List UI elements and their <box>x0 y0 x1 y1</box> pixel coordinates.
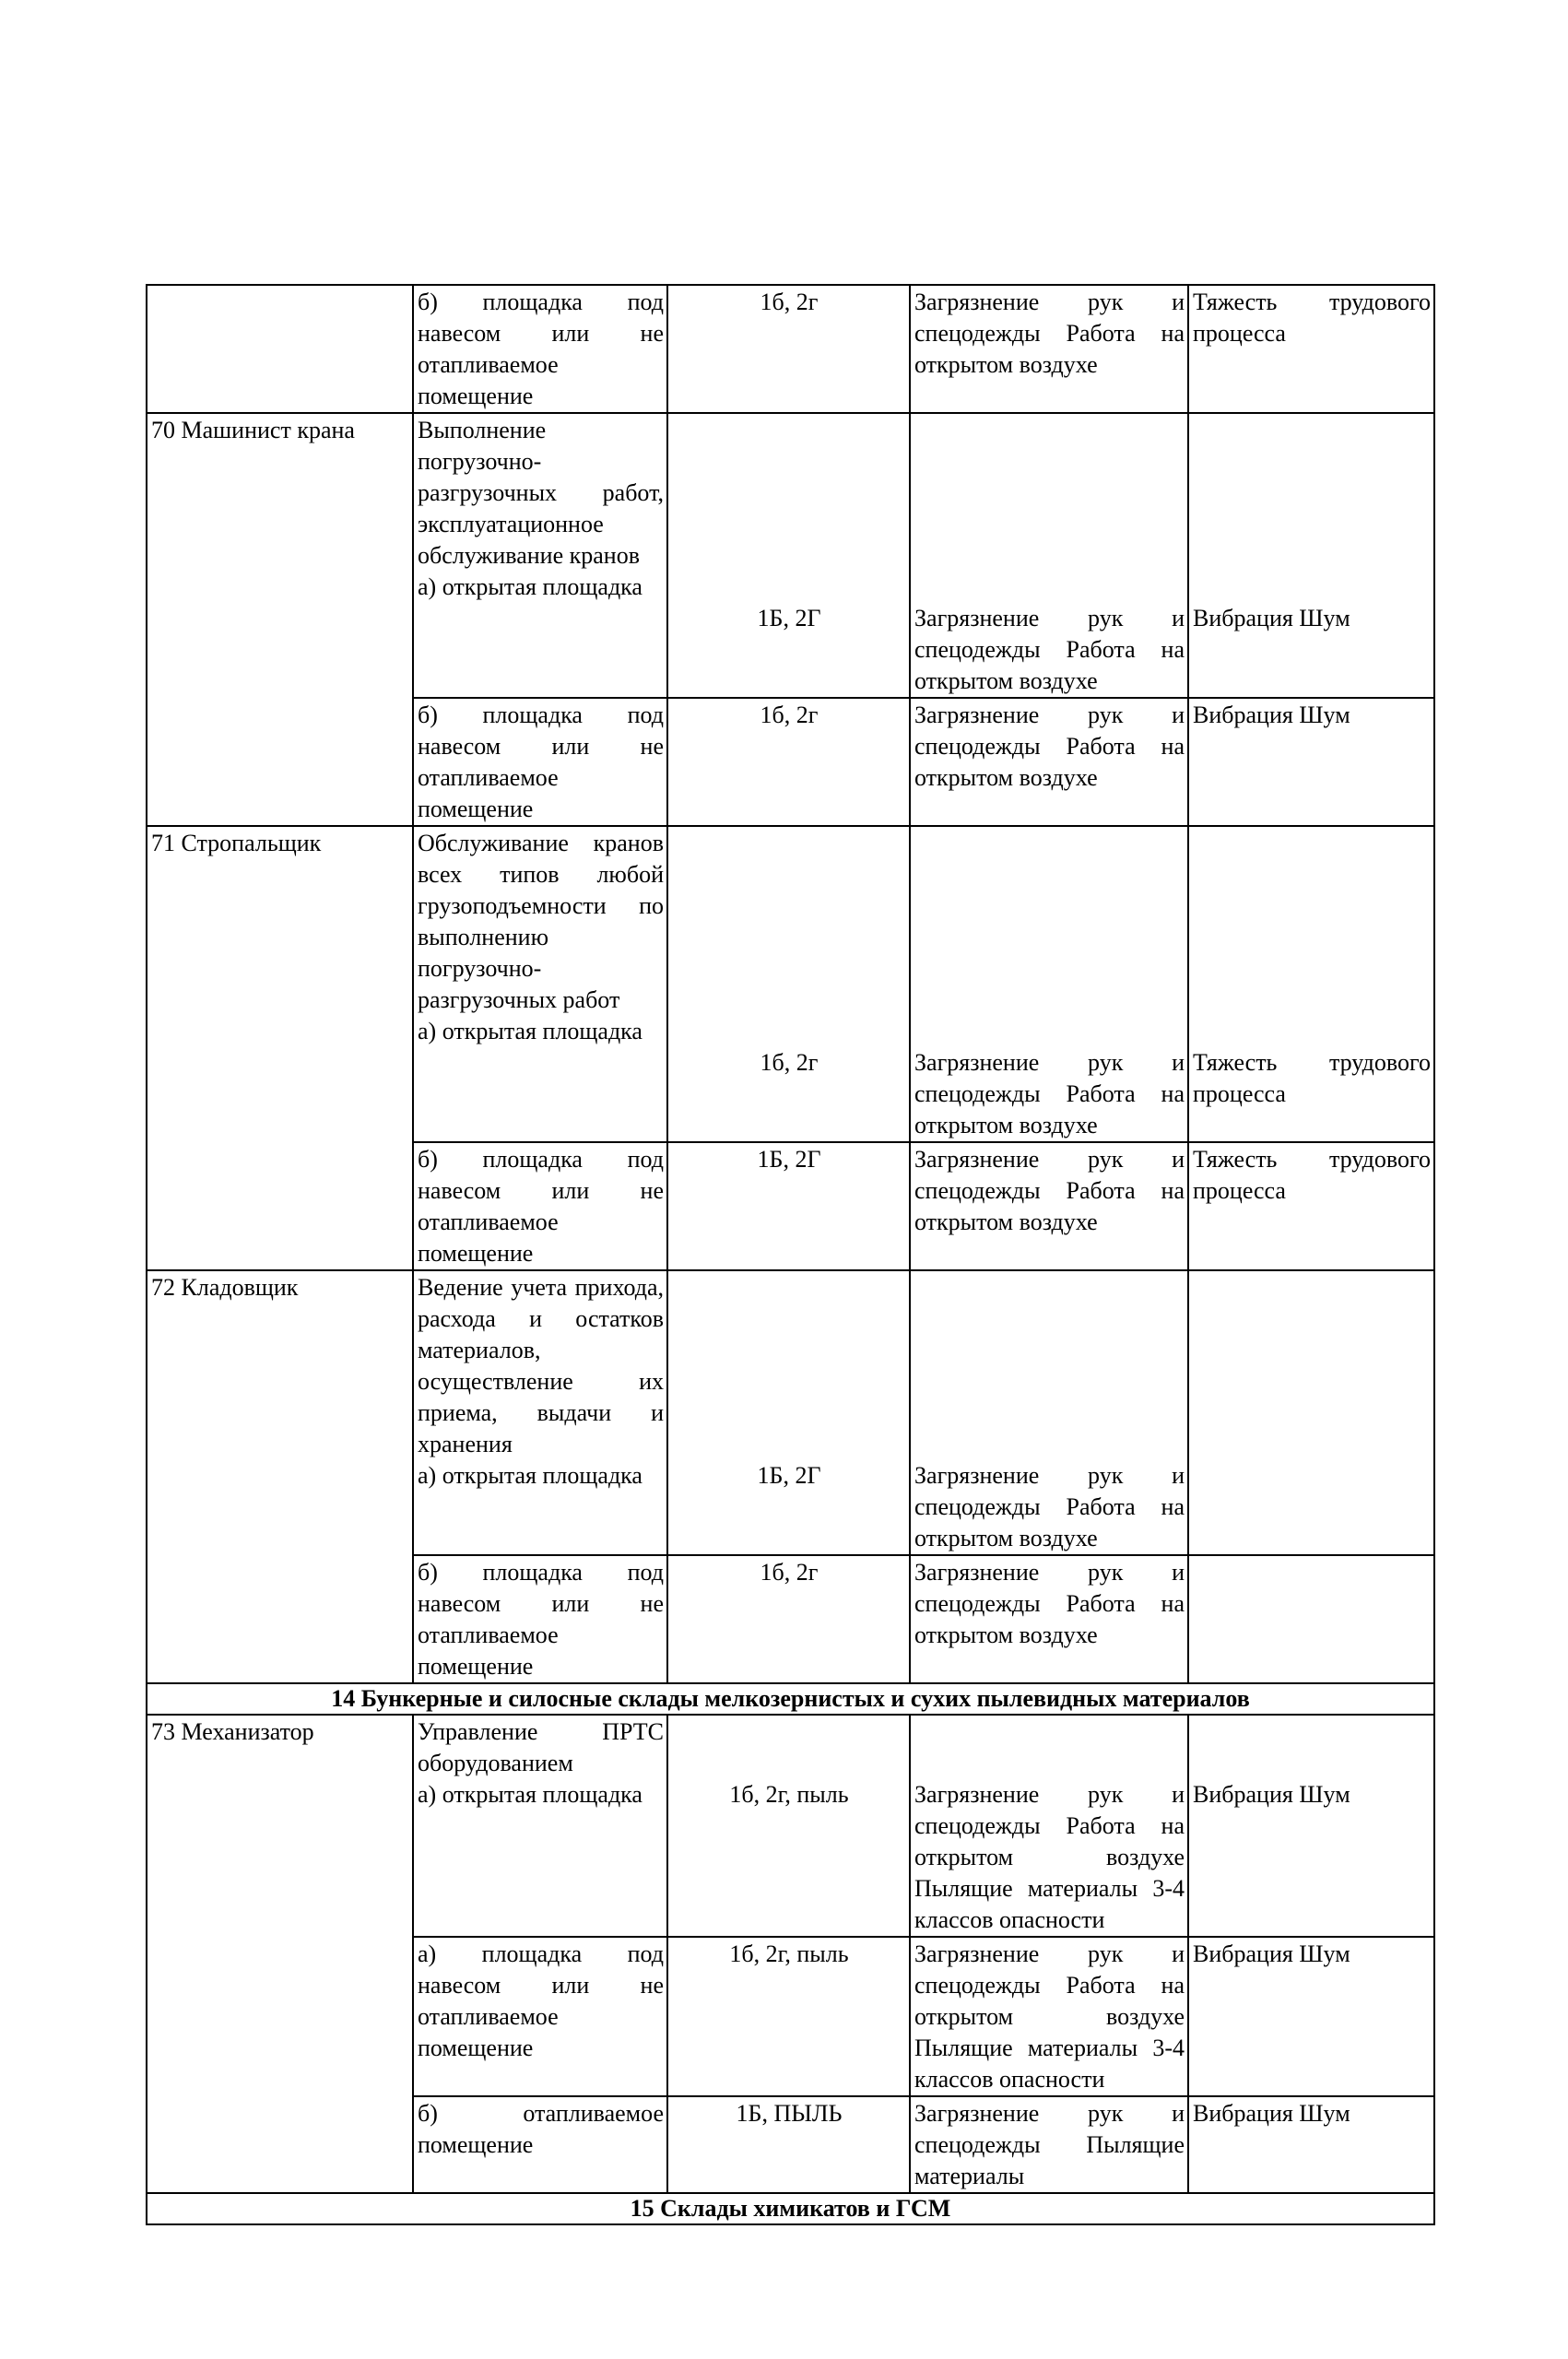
factors-cell: Тяжесть трудового процесса <box>1188 1142 1434 1270</box>
factors-cell: Вибрация Шум <box>1188 1937 1434 2096</box>
factors-cell: Тяжесть трудового процесса <box>1188 285 1434 413</box>
work-cell <box>413 826 667 1142</box>
hazard-classes-value: 1б, 2г <box>760 1049 819 1076</box>
work-cell: б) площадка под навесом или не отапливаемое помещение <box>413 698 667 826</box>
factors-cell: Вибрация Шум <box>1188 2096 1434 2193</box>
factors-cell <box>1188 1555 1434 1683</box>
table-row <box>147 285 1434 413</box>
work-option: а) открытая площадка <box>418 573 643 600</box>
work-intro: Выполнение погрузочно-разгрузочных работ, эксплуатационное обслуживание кранов <box>418 417 664 569</box>
profession-cell: 71 Стропальщик <box>147 826 413 1270</box>
hazard-classes-cell <box>667 413 910 698</box>
factors-value: Вибрация Шум <box>1193 605 1350 631</box>
work-cell: б) площадка под навесом или не отапливаемое помещение <box>413 1142 667 1270</box>
conditions-cell: Загрязнение рук и спецодежды Работа на открытом воздухе <box>910 1555 1188 1683</box>
profession-cell: 73 Механизатор <box>147 1715 413 2193</box>
hazard-table <box>146 284 1435 2225</box>
factors-value: Вибрация Шум <box>1193 1781 1350 1808</box>
work-cell: б) площадка под навесом или не отапливаемое помещение <box>413 1555 667 1683</box>
conditions-cell: Загрязнение рук и спецодежды Пылящие материалы <box>910 2096 1188 2193</box>
hazard-classes-cell <box>667 1270 910 1555</box>
conditions-cell: Загрязнение рук и спецодежды Работа на открытом воздухе <box>910 285 1188 413</box>
profession-cell: 70 Машинист крана <box>147 413 413 826</box>
work-option: а) открытая площадка <box>418 1462 643 1489</box>
work-intro: Управление ПРТС оборудованием <box>418 1718 664 1776</box>
work-option: а) открытая площадка <box>418 1781 643 1808</box>
conditions-cell <box>910 1270 1188 1555</box>
work-cell <box>413 1270 667 1555</box>
conditions-value: Загрязнение рук и спецодежды Работа на открытом воздухе <box>914 605 1185 694</box>
table-row <box>147 1715 1434 1937</box>
work-cell <box>413 413 667 698</box>
hazard-classes-cell: 1Б, ПЫЛЬ <box>667 2096 910 2193</box>
conditions-value: Загрязнение рук и спецодежды Работа на открытом воздухе <box>914 1462 1185 1551</box>
hazard-classes-value: 1Б, 2Г <box>757 1462 821 1489</box>
hazard-classes-cell: 1б, 2г <box>667 698 910 826</box>
conditions-value: Загрязнение рук и спецодежды Работа на открытом воздухе <box>914 1049 1185 1138</box>
factors-cell: Вибрация Шум <box>1188 698 1434 826</box>
hazard-classes-cell <box>667 1715 910 1937</box>
conditions-cell <box>910 826 1188 1142</box>
table-row <box>147 1270 1434 1555</box>
work-cell <box>413 1715 667 1937</box>
hazard-classes-cell: 1б, 2г, пыль <box>667 1937 910 2096</box>
factors-cell <box>1188 826 1434 1142</box>
work-intro: Ведение учета прихода, расхода и остатков материалов, осуществление их приема, выдачи и хранения <box>418 1274 664 1457</box>
work-cell: б) площадка под навесом или не отапливаемое помещение <box>413 285 667 413</box>
work-intro: Обслуживание кранов всех типов любой грузоподъемности по выполнению погрузочно-разгрузочных работ <box>418 830 664 1013</box>
work-cell: а) площадка под навесом или не отапливаемое помещение <box>413 1937 667 2096</box>
factors-cell <box>1188 1270 1434 1555</box>
hazard-classes-value: 1б, 2г, пыль <box>729 1781 849 1808</box>
hazard-classes-cell: 1б, 2г <box>667 285 910 413</box>
section-title: 15 Склады химикатов и ГСМ <box>147 2193 1434 2224</box>
conditions-cell: Загрязнение рук и спецодежды Работа на открытом воздухе Пылящие материалы 3-4 классов опасности <box>910 1937 1188 2096</box>
section-header-row <box>147 1683 1434 1715</box>
conditions-cell: Загрязнение рук и спецодежды Работа на открытом воздухе <box>910 698 1188 826</box>
hazard-classes-cell: 1Б, 2Г <box>667 1142 910 1270</box>
conditions-cell <box>910 1715 1188 1937</box>
conditions-cell: Загрязнение рук и спецодежды Работа на открытом воздухе <box>910 1142 1188 1270</box>
hazard-classes-cell <box>667 826 910 1142</box>
table-row <box>147 413 1434 698</box>
factors-cell <box>1188 1715 1434 1937</box>
hazard-classes-value: 1Б, 2Г <box>757 605 821 631</box>
section-title: 14 Бункерные и силосные склады мелкозернистых и сухих пылевидных материалов <box>147 1683 1434 1715</box>
section-header-row <box>147 2193 1434 2224</box>
profession-cell <box>147 285 413 413</box>
factors-cell <box>1188 413 1434 698</box>
conditions-cell <box>910 413 1188 698</box>
work-option: а) открытая площадка <box>418 1018 643 1044</box>
table-row <box>147 826 1434 1142</box>
factors-value: Тяжесть трудового процесса <box>1193 1049 1431 1107</box>
profession-cell: 72 Кладовщик <box>147 1270 413 1683</box>
hazard-classes-cell: 1б, 2г <box>667 1555 910 1683</box>
conditions-value: Загрязнение рук и спецодежды Работа на открытом воздухе Пылящие материалы 3-4 классов опасности <box>914 1781 1185 1933</box>
work-cell: б) отапливаемое помещение <box>413 2096 667 2193</box>
